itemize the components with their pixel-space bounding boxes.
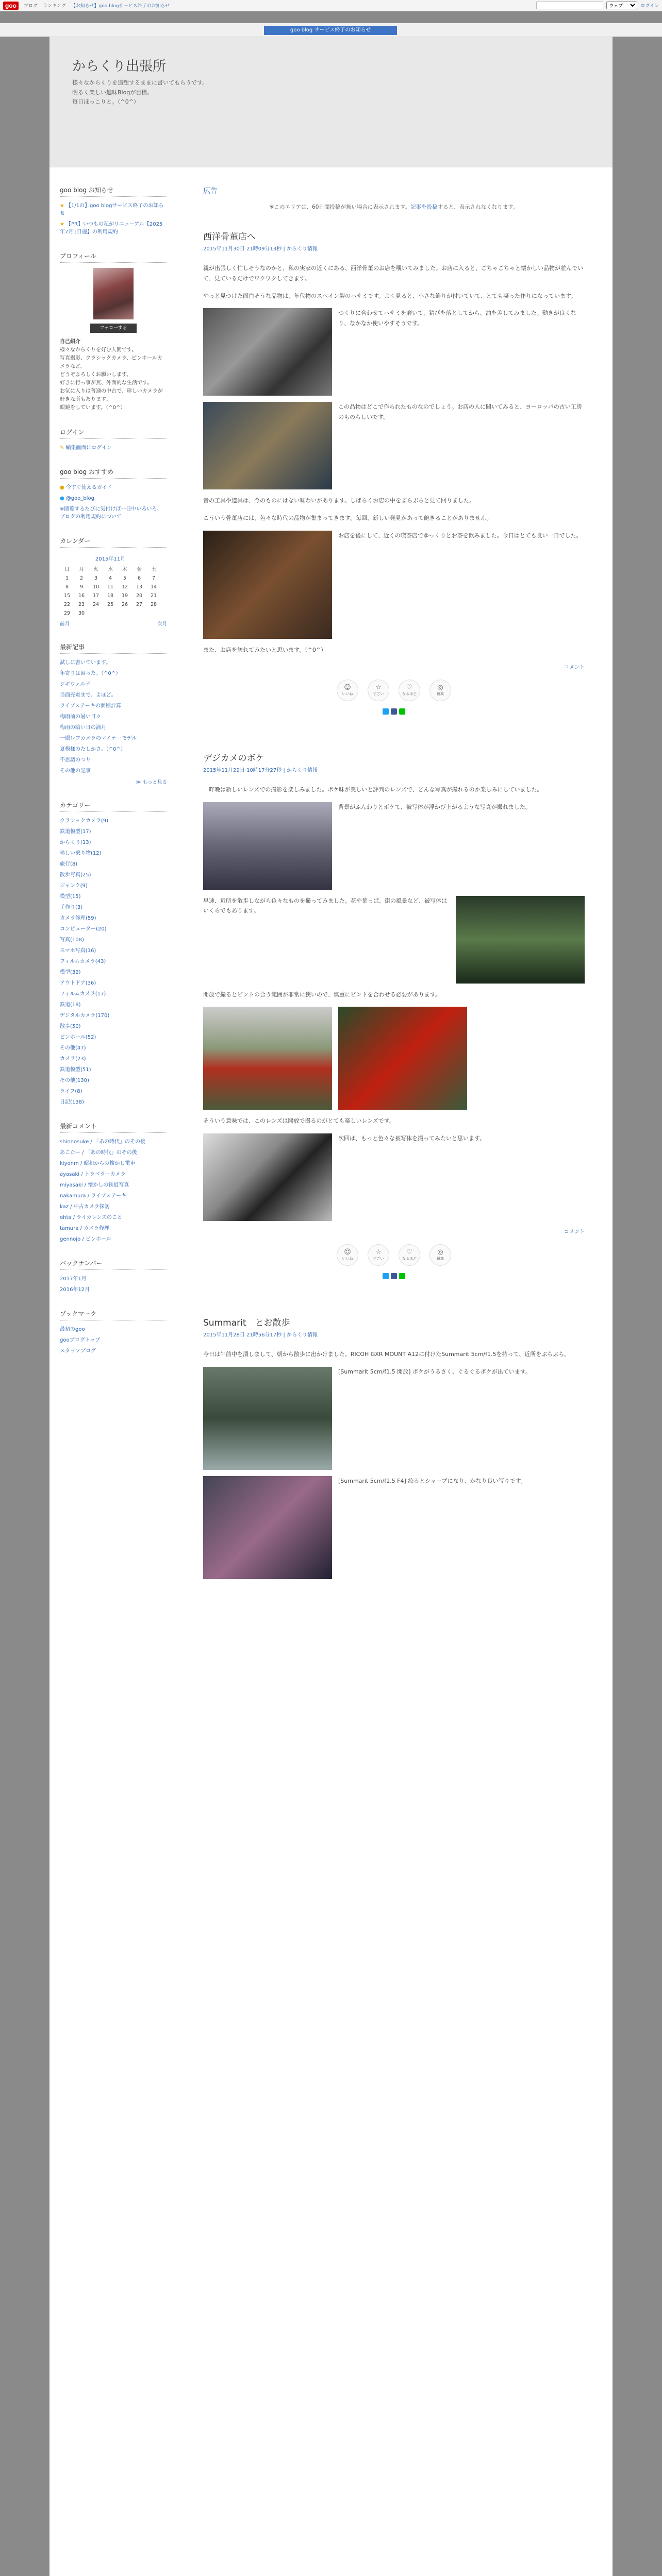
category-link[interactable]: フィルムカメラ(43) <box>60 959 106 964</box>
category-link[interactable]: クラシックカメラ(9) <box>60 818 108 824</box>
sidebar-heading: goo blog お知らせ <box>60 185 167 197</box>
sidebar-categories <box>60 801 167 1106</box>
photo-scissors[interactable] <box>203 308 332 396</box>
category-link[interactable]: スマホ写真(16) <box>60 948 96 954</box>
post-title[interactable]: デジカメのボケ <box>203 753 264 764</box>
reaction-button[interactable] <box>368 680 389 701</box>
bookmark-link[interactable]: 最初のgoo <box>60 1327 85 1332</box>
calendar-day[interactable]: 18 <box>107 593 114 599</box>
calendar-day[interactable]: 30 <box>78 611 85 616</box>
recent-post-link[interactable]: 一眼レフカメラのマイナーモデル <box>60 736 137 741</box>
reaction-button[interactable] <box>399 1244 420 1266</box>
recent-post-link[interactable]: ジギウェル子 <box>60 682 91 687</box>
post-paragraph: つくりに合わせてハサミを磨いて、錆びを落としてから、油を差してみました。動きが良くなり、なかなか使いやすそうです。 <box>338 310 576 327</box>
sidebar-comments <box>60 1122 167 1243</box>
goo-logo[interactable]: goo <box>3 2 19 10</box>
category-link[interactable]: 鉄道模型(51) <box>60 1067 91 1073</box>
calendar-weekday: 火 <box>93 567 98 572</box>
post-title[interactable]: Summarit とお散歩 <box>203 1318 290 1329</box>
twitter-share-icon[interactable] <box>383 1273 389 1279</box>
category-link[interactable]: 模型(15) <box>60 894 81 900</box>
sidebar-login <box>60 428 167 452</box>
calendar-day[interactable]: 23 <box>78 602 85 607</box>
calendar-weekday: 日 <box>64 567 70 572</box>
calendar-day[interactable]: 22 <box>63 602 71 607</box>
reaction-label: いいね <box>342 691 353 696</box>
calendar-weekday: 木 <box>122 567 127 572</box>
post <box>203 1315 585 1606</box>
blog-description: 様々なからくりを追想するままに書いてもらうです。 明るく楽しい趣味Blogが目標。 毎日ほっこりと。（^0^） <box>72 79 208 106</box>
search-scope-select[interactable] <box>606 2 637 9</box>
ad-heading: 広告 <box>203 187 218 195</box>
category-link[interactable]: カメラ(23) <box>60 1056 86 1062</box>
toolbar-link-ranking[interactable]: ランキング <box>43 4 66 9</box>
calendar-day[interactable]: 4 <box>108 575 112 581</box>
post-paragraph: 一昨晩は新しいレンズでの撮影を楽しみました。ボケ味が美しいと評判のレンズで、どんな写真が撮れるのか楽しみにしていました。 <box>203 786 543 793</box>
sidebar-backnumber <box>60 1259 167 1294</box>
sidebar-heading: goo blog おすすめ <box>60 467 167 479</box>
recent-comment-link[interactable]: ohta / ライカレンズのこと <box>60 1215 123 1221</box>
post-paragraph: 親が出張しく忙しそうなのかと、私の実家の近くにある、西洋骨董のお店を覗いてみました。お店に入ると、ごちゃごちゃと懐かしい品物が並んでいて、見ているだけでワクワクしてきます。 <box>203 265 583 282</box>
sidebar-heading: 最新記事 <box>60 642 167 654</box>
post-meta[interactable]: 2015年11月28日 21時56分17秒 | からくり情報 <box>203 1332 318 1338</box>
calendar-day <box>103 609 118 618</box>
bulb-icon: ● <box>60 485 64 490</box>
calendar-day[interactable]: 17 <box>92 593 100 599</box>
toolbar-link-notice[interactable]: 【お知らせ】goo blogサービス終了のお知らせ <box>71 4 170 9</box>
post-paragraph: 背景がふんわりとボケて、被写体が浮かび上がるような写真が撮れました。 <box>338 803 531 810</box>
comment-link[interactable]: コメント <box>564 1229 585 1235</box>
reaction-label: なるほど <box>402 1257 417 1261</box>
calendar-day[interactable]: 16 <box>78 593 85 599</box>
calendar-day[interactable]: 20 <box>136 593 143 599</box>
notice-link[interactable]: goo blog サービス終了のお知らせ <box>264 26 397 35</box>
recommend-item[interactable]: ● @goo_blog <box>60 496 94 501</box>
photo-shop[interactable] <box>203 531 332 639</box>
category-link[interactable]: フィルムカメラ(17) <box>60 991 106 997</box>
star-icon: ★ <box>60 222 64 227</box>
calendar-day[interactable]: 21 <box>150 593 157 599</box>
reaction-icon: ♡ <box>406 683 412 691</box>
edit-icon: ✎ <box>60 445 64 451</box>
recent-post-link[interactable]: 年寄りは困った。（^0^） <box>60 671 121 676</box>
category-link[interactable]: アウトドア(36) <box>60 980 96 986</box>
facebook-share-icon[interactable] <box>391 1273 397 1279</box>
calendar-nav <box>60 620 167 627</box>
calendar-day[interactable]: 24 <box>92 602 100 607</box>
comment-link[interactable]: コメント <box>564 664 585 670</box>
calendar-day[interactable]: 11 <box>107 584 114 590</box>
post <box>203 751 585 1279</box>
reaction-buttons <box>203 1244 585 1266</box>
category-link[interactable]: コンピューター(20) <box>60 926 107 932</box>
calendar-day[interactable]: 2 <box>79 575 84 581</box>
sidebar-bookmark <box>60 1309 167 1355</box>
recommend-extra[interactable]: ※閲覧するたびに気付けば一日中いろいろ、ブログの利用規約について <box>60 506 162 520</box>
reaction-icon: ◎ <box>437 1248 443 1257</box>
reaction-button[interactable] <box>337 680 358 701</box>
recommend-item[interactable]: ● 今すぐ使えるガイド <box>60 485 112 490</box>
post-paragraph: 今日は午前中を潰しまして、朝から散歩に出かけました。RICOH GXR MOUNT A12に付けたSummarit 5cm/f1.5を持って、近所をぶらぶら。 <box>203 1351 570 1358</box>
calendar-day[interactable]: 26 <box>121 602 128 607</box>
category-link[interactable]: ライフ(8) <box>60 1089 82 1094</box>
goo-toolbar <box>0 0 662 11</box>
post-meta[interactable]: 2015年11月29日 10時17分27秒 | からくり情報 <box>203 767 318 773</box>
calendar-day[interactable]: 3 <box>94 575 98 581</box>
photo-red-berries[interactable] <box>338 1007 467 1110</box>
reaction-icon: ♡ <box>406 1248 412 1257</box>
calendar-day <box>118 609 132 618</box>
category-link[interactable]: カメラ修理(59) <box>60 916 96 921</box>
backnumber-link[interactable]: 2017年1月 <box>60 1276 87 1282</box>
recent-comment-link[interactable]: kiyonm / 昭和からの懐かし電車 <box>60 1161 136 1166</box>
reaction-button[interactable] <box>429 680 451 701</box>
reaction-icon: ☆ <box>375 1248 382 1257</box>
recent-post-link[interactable]: 梅雨前の暑い日々 <box>60 714 101 720</box>
line-share-icon[interactable] <box>399 1273 405 1279</box>
recent-post-link[interactable]: ライブステーキの面積計算 <box>60 703 121 709</box>
post-paragraph: また、お店を訪れてみたいと思います。（^0^） <box>203 646 327 653</box>
category-link[interactable]: 鉄道模型(17) <box>60 829 91 835</box>
calendar-day[interactable]: 19 <box>121 593 128 599</box>
recent-comment-link[interactable]: tamura / カメラ修理 <box>60 1226 110 1231</box>
post-paragraph: 開放で撮るとピントの合う範囲が非常に狭いので、慎重にピントを合わせる必要があります。 <box>203 991 441 998</box>
recent-comment-link[interactable]: kaz / 中古カメラ探訪 <box>60 1204 110 1210</box>
recent-post-link[interactable]: 試しに書いています。 <box>60 660 111 666</box>
category-link[interactable]: からくり(13) <box>60 840 91 845</box>
calendar-day <box>146 609 161 618</box>
reaction-icon: ☺ <box>344 1248 351 1257</box>
sidebar-heading: 最新コメント <box>60 1122 167 1133</box>
blog-page <box>49 36 613 2576</box>
share-buttons <box>203 1273 585 1279</box>
calendar-day[interactable]: 9 <box>79 584 84 590</box>
sidebar-calendar <box>60 536 167 627</box>
category-link[interactable]: その他(130) <box>60 1078 89 1083</box>
calendar-day[interactable]: 12 <box>121 584 128 590</box>
calendar-day[interactable]: 27 <box>136 602 143 607</box>
main-column <box>203 185 585 1642</box>
calendar-weekday: 水 <box>108 567 113 572</box>
calendar-day[interactable]: 1 <box>65 575 69 581</box>
category-link[interactable]: 珍しい乗り物(12) <box>60 851 102 856</box>
category-link[interactable]: デジタルカメラ(170) <box>60 1013 110 1019</box>
star-icon: ★ <box>60 203 64 209</box>
reaction-button[interactable] <box>399 680 420 701</box>
recent-comment-link[interactable]: nakamura / ライブステーキ <box>60 1193 127 1199</box>
category-link[interactable]: 散歩(50) <box>60 1024 81 1029</box>
category-link[interactable]: 旅行(8) <box>60 861 78 867</box>
toolbar-search <box>536 2 659 9</box>
photo-garden[interactable] <box>203 1367 332 1470</box>
reaction-buttons <box>203 680 585 701</box>
reaction-label: いいね <box>342 1257 353 1261</box>
post-meta[interactable]: 2015年11月30日 21時09分13秒 | からくり情報 <box>203 246 318 252</box>
toolbar-login-link[interactable]: ログイン <box>640 4 659 9</box>
recent-comment-link[interactable]: ayasaki / トラベラーカメラ <box>60 1172 126 1177</box>
post-paragraph: 昔の工具や道具は、今のものにはない味わいがあります。しばらくお店の中をぶらぶらと見て回りました。 <box>203 497 475 504</box>
reaction-icon: ☺ <box>344 683 351 691</box>
profile-image[interactable] <box>93 268 134 319</box>
post-paragraph: そういう意味では、このレンズは開放で撮るのがとても楽しいレンズです。 <box>203 1117 395 1125</box>
sidebar-heading: ログイン <box>60 428 167 439</box>
recent-post-link[interactable]: 夏模様のたしかさ。（^0^） <box>60 747 126 752</box>
calendar-day <box>132 609 146 618</box>
category-link[interactable]: その他(47) <box>60 1045 86 1051</box>
calendar-day[interactable]: 13 <box>136 584 143 590</box>
reaction-label: なるほど <box>402 691 417 696</box>
category-link[interactable]: 散歩写真(25) <box>60 872 91 878</box>
calendar-next-link[interactable]: 次月 <box>157 621 167 627</box>
calendar-day[interactable]: 8 <box>65 584 69 590</box>
reaction-label: 最高 <box>437 691 444 696</box>
toolbar-link-blog[interactable]: ブログ <box>24 4 38 9</box>
sidebar <box>60 185 167 1370</box>
calendar-day[interactable]: 7 <box>152 575 156 581</box>
calendar-day[interactable]: 28 <box>150 602 157 607</box>
category-link[interactable]: 写真(108) <box>60 937 84 943</box>
recent-post-link[interactable]: その他の記事 <box>60 768 91 774</box>
sidebar-heading: プロフィール <box>60 251 167 263</box>
calendar-title: 2015年11月 <box>95 556 126 562</box>
recent-more-link[interactable]: ≫ もっと見る <box>136 779 167 785</box>
sidebar-heading: バックナンバー <box>60 1259 167 1270</box>
post-paragraph: こういう骨董店には、色々な時代の品物が集まってきます。毎回、新しい発見があって飽きることがありません。 <box>203 515 492 522</box>
photo-street[interactable] <box>203 802 332 890</box>
recent-comment-link[interactable]: あこたー / 「あの時代」のその後 <box>60 1150 137 1156</box>
category-link[interactable]: 日記(138) <box>60 1099 84 1105</box>
calendar-day[interactable]: 5 <box>123 575 127 581</box>
calendar-day[interactable]: 29 <box>63 611 71 616</box>
recent-post-link[interactable]: 不思議のつり <box>60 757 91 763</box>
calendar-weekday: 金 <box>137 567 142 572</box>
recent-comment-link[interactable]: gennojo / ピンホール <box>60 1236 111 1242</box>
post-paragraph: お店を後にして、近くの喫茶店でゆっくりとお茶を飲みました。今日はとても良い一日でした。 <box>338 532 582 539</box>
photo-gear[interactable] <box>203 402 332 489</box>
recent-post-link[interactable]: 当面充電まで、よほど。 <box>60 692 117 698</box>
notice-bar <box>0 23 662 37</box>
ad-notice: ※このエリアは、60日間投稿が無い場合に表示されます。記事を投稿すると、表示されなくなります。 <box>269 204 519 210</box>
category-link[interactable]: ピンホール(52) <box>60 1035 96 1040</box>
category-link[interactable]: ジャンク(9) <box>60 883 88 889</box>
reaction-label: すごい <box>373 1257 384 1261</box>
twitter-icon: ● <box>60 496 64 501</box>
post-paragraph: やっと見つけた面白そうな品物は、年代物のスペイン製のハサミです。よく見ると、小さな飾りが付いていて、とても凝った作りになっています。 <box>203 292 577 299</box>
reaction-icon: ☆ <box>375 683 382 691</box>
follow-button[interactable]: フォローする <box>90 324 137 333</box>
notice-item[interactable]: ★ 【PR】いつもの私がリニューアル【2025年7月1日施】の利用規約 <box>60 222 163 235</box>
twitter-share-icon[interactable] <box>383 708 389 715</box>
blog-title[interactable]: からくり出張所 <box>72 59 167 74</box>
photo-plants[interactable] <box>456 896 585 984</box>
sidebar-profile <box>60 251 167 412</box>
reaction-button[interactable] <box>368 1244 389 1266</box>
reaction-label: すごい <box>373 691 384 696</box>
facebook-share-icon[interactable] <box>391 708 397 715</box>
post <box>203 229 585 715</box>
category-link[interactable]: 手作り(3) <box>60 905 83 910</box>
calendar-day <box>89 609 103 618</box>
login-link[interactable]: ✎ 編集画面にログイン <box>60 445 112 451</box>
reaction-button[interactable] <box>337 1244 358 1266</box>
profile-text: 様々なからくりを好む人間です。 写真撮影、クラシックカメラ、ピンホールカメラなど。 どうぞよろしくお願いします。 好きに行っ事が無、外面的な生活です。 お気に入りは普通の中古で、珍しいカメラが好きな所もあります。 眼鏡をしています。（^0^） <box>60 347 163 411</box>
blog-header <box>49 36 613 167</box>
sidebar-heading: カレンダー <box>60 536 167 548</box>
photo-tram[interactable] <box>203 1476 332 1579</box>
post-article-link[interactable]: 記事を投稿 <box>410 204 438 210</box>
calendar-prev-link[interactable]: 前月 <box>60 621 70 627</box>
category-link[interactable]: 模型(32) <box>60 970 81 975</box>
reaction-button[interactable] <box>429 1244 451 1266</box>
bookmark-link[interactable]: gooブログトップ <box>60 1337 101 1343</box>
reaction-label: 最高 <box>437 1257 444 1261</box>
calendar-weekday: 土 <box>151 567 156 572</box>
recent-post-link[interactable]: 梅雨の暗い日の満月 <box>60 725 106 731</box>
photo-flowers[interactable] <box>203 1007 332 1110</box>
bookmark-link[interactable]: スタッフブログ <box>60 1348 96 1354</box>
calendar-day[interactable]: 10 <box>92 584 100 590</box>
category-link[interactable]: 鉄道(18) <box>60 1002 81 1008</box>
calendar-day[interactable]: 15 <box>63 593 71 599</box>
post-paragraph: 早速、近所を散歩しながら色々なものを撮ってみました。花や葉っぱ、街の風景など、被写体はいくらでもあります。 <box>203 897 447 914</box>
calendar-table <box>60 553 161 618</box>
post-paragraph: [Summarit 5cm/f1.5 F4] 絞るとシャープになり、かなり良い写りです。 <box>338 1477 526 1484</box>
post-paragraph: [Summarit 5cm/f1.5 開放] ボケがうるさく、ぐるぐるボケが出ています。 <box>338 1368 531 1375</box>
sidebar-heading: ブックマーク <box>60 1309 167 1320</box>
calendar-day[interactable]: 6 <box>137 575 141 581</box>
post-paragraph: この品物はどこで作られたものなのでしょう。お店の人に聞いてみると、ヨーロッパの古い工房のものらしいです。 <box>338 403 582 421</box>
post-paragraph: 次回は、もっと色々な被写体を撮ってみたいと思います。 <box>338 1135 486 1142</box>
profile-name: 自己紹介 <box>60 339 80 345</box>
photo-lens[interactable] <box>203 1133 332 1221</box>
recent-comment-link[interactable]: miyasaki / 懐かしの鉄道写真 <box>60 1182 129 1188</box>
calendar-weekday: 月 <box>79 567 84 572</box>
sidebar-recent <box>60 642 167 785</box>
share-buttons <box>203 708 585 715</box>
sidebar-heading: カテゴリー <box>60 801 167 812</box>
calendar-day[interactable]: 25 <box>107 602 114 607</box>
line-share-icon[interactable] <box>399 708 405 715</box>
post-title[interactable]: 西洋骨董店へ <box>203 232 256 242</box>
calendar-day[interactable]: 14 <box>150 584 157 590</box>
sidebar-notice <box>60 185 167 236</box>
sidebar-recommend <box>60 467 167 521</box>
reaction-icon: ◎ <box>437 683 443 691</box>
recent-comment-link[interactable]: shinnosuke / 「あの時代」のその後 <box>60 1139 145 1145</box>
search-input[interactable] <box>536 2 603 9</box>
notice-item[interactable]: ★ 【1/1の】goo blogサービス終了のお知らせ <box>60 203 164 216</box>
backnumber-link[interactable]: 2016年12月 <box>60 1287 90 1293</box>
